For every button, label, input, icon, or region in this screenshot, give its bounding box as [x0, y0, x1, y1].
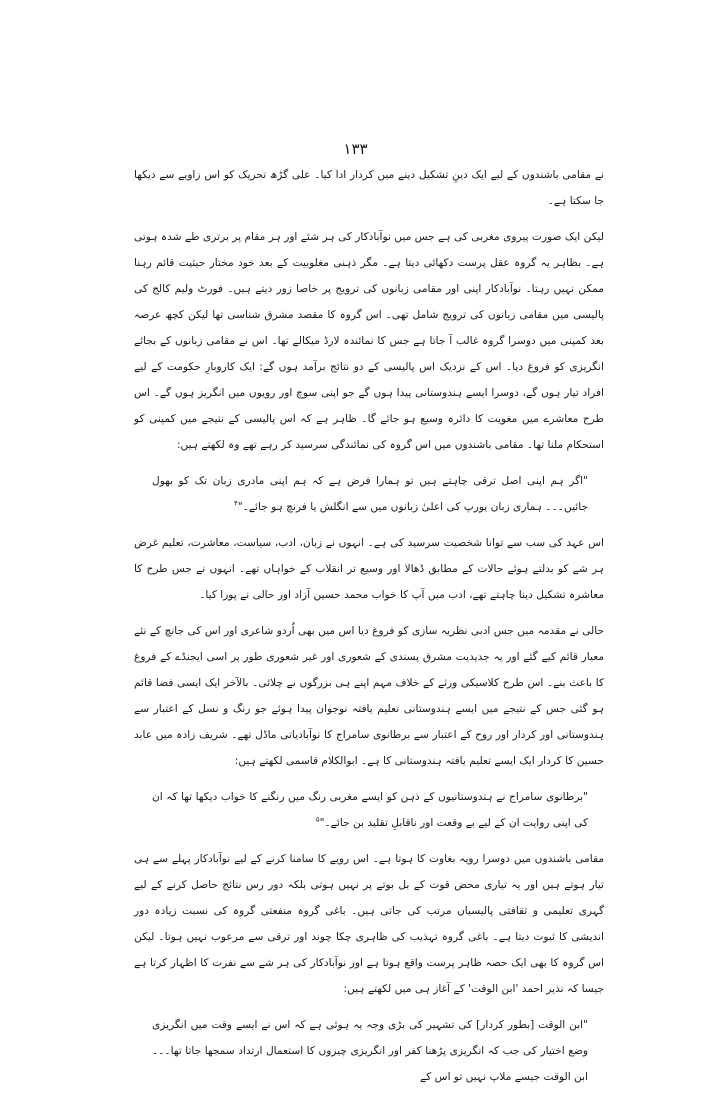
paragraph-3: اس عہد کی سب سے توانا شخصیت سرسید کی ہے۔ انہوں نے زبان، ادب، سیاست، معاشرت، تعلیم غرض ہر شے کو بدلتے ہوئے حالات کے مطابق ڈھالا اور وسیع تر انقلاب کے خواہاں تھے۔ انہوں نے جس طرح کا معاشرہ تشکیل دینا چاہتے تھے، ادب میں آپ کا خواب محمد حسین آزاد اور حالی نے پورا کیا۔ — [134, 537, 604, 601]
footnote-ref: ۴ — [233, 499, 238, 508]
paragraph-5: مقامی باشندوں میں دوسرا رویہ بغاوت کا ہوتا ہے۔ اس رویے کا سامنا کرنے کے لیے نوآبادکار پہلے سے ہی تیار ہوتے ہیں اور یہ تیاری محض قوت کے بل بوتے پر نہیں ہوتی بلکہ دور رس نتائج حاصل کرنے کے لیے گہری تعلیمی و ثقافتی پالیسیاں مرتب کی جاتی ہیں۔ باغی گروہ منفعتی گروہ کی نسبت زیادہ دور اندیشی کا ثبوت دیتا ہے۔ باغی گروہ تہذیب کی ظاہری چکا چوند اور ترقی سے مرعوب نہیں ہوتا۔ لیکن اس گروہ کا بھی ایک حصہ ظاہر پرست واقع ہوتا ہے اور نوآبادکار کی ہر شے سے نفرت کا اظہار کرتا ہے جیسا کہ نذیر احمد 'ابن الوقت' کے آغاز ہی میں لکھتے ہیں: — [134, 853, 604, 995]
page-number: ۱۳۳ — [343, 140, 368, 158]
paragraph-4: حالی نے مقدمہ میں جس ادبی نظریہ سازی کو فروغ دیا اس میں بھی اُردو شاعری اور اس کی جانچ کے نئے معیار قائم کیے گئے اور یہ جدیدیت مشرق پسندی کے شعوری اور غیر شعوری طور پر اسی ایجنڈے کے فروغ کا باعث بنے۔ اس طرح کلاسیکی ورثے کے خلاف مہم اپنے ہی بزرگوں نے چلائی۔ بالآخر ایک ایسی فضا قائم ہو گئی جس کے نتیجے میں ایسے ہندوستانی تعلیم یافتہ نوجوان پیدا ہوئے جو رنگ و نسل کے اعتبار سے ہندوستانی اور کردار اور روح کے اعتبار سے برطانوی سامراج کا نوآبادیاتی ماڈل تھے۔ شریف زادہ میں عابد حسین کا کردار ایک ایسے تعلیم یافتہ ہندوستانی کا ہے۔ ابوالکلام قاسمی لکھتے ہیں: — [134, 625, 604, 767]
footnote-ref: ۵ — [315, 815, 320, 824]
quote-text: "اگر ہم اپنی اصل ترقی چاہتے ہیں تو ہمارا فرض ہے کہ ہم اپنی مادری زبان تک کو بھول جائیں۔۔۔ ہماری زبان یورپ کی اعلیٰ زبانوں میں سے انگلش یا فرنچ ہو جائے۔" — [152, 475, 588, 513]
paragraph-1: نے مقامی باشندوں کے لیے ایک دینِ تشکیل دینے میں کردار ادا کیا۔ علی گڑھ تحریک کو اس زاویے سے دیکھا جا سکتا ہے۔ — [134, 169, 604, 207]
paragraph-2: لیکن ایک صورت پیروی مغربی کی ہے جس میں نوآبادکار کی ہر شئے اور ہر مقام پر برتری طے شدہ ہوتی ہے۔ بظاہر یہ گروہ عقل پرست دکھائی دیتا ہے۔ مگر ذہنی مغلوبیت کے بعد خود مختار حیثیت قائم رہنا ممکن نہیں رہتا۔ نوآبادکار اپنی اور مقامی زبانوں کی ترویج پر خاصا زور دیتے ہیں۔ فورٹ ولیم کالج کی پالیسی میں مقامی زبانوں کی ترویج شامل تھی۔ اس گروہ کا مقصد مشرق شناسی تھا لیکن کچھ عرصہ بعد کمپنی میں دوسرا گروہ غالب آ جاتا ہے جس کا نمائندہ لارڈ میکالے تھا۔ اس نے مقامی زبانوں کے بجائے انگریزی کو فروغ دیا۔ اس کے نزدیک اس پالیسی کے دو نتائج برآمد ہوں گے: ایک کاروبارِ حکومت کے لیے افراد تیار ہوں گے، دوسرا ایسے ہندوستانی پیدا ہوں گے جو اپنی سوچ اور رویوں میں انگریز ہوں گے۔ اس طرح معاشرے میں مغویت کا دائرہ وسیع ہو جائے گا۔ ظاہر ہے کہ اس پالیسی کے نتیجے میں کمپنی کو استحکام ملنا تھا۔ مقامی باشندوں میں اس گروہ کی نمائندگی سرسید کر رہے تھے وہ لکھتے ہیں: — [134, 231, 604, 451]
block-quote-2 — [134, 784, 604, 836]
quote-text: "برطانوی سامراج نے ہندوستانیوں کے ذہن کو ایسے مغربی رنگ میں رنگنے کا خواب دیکھا تھا کہ ان کی اپنی روایت ان کے لیے بے وقعت اور ناقابلِ تقلید بن جائے۔" — [152, 791, 588, 829]
block-quote-3: "ابن الوقت [بطور کردار] کی تشہیر کی بڑی وجہ یہ ہوئی ہے کہ اس نے ایسے وقت میں انگریزی وضع اختیار کی جب کہ انگریزی پڑھنا کفر اور انگریزی چیزوں کا استعمال ارتداد سمجھا جاتا تھا۔۔۔ ابن الوقت جیسے ملاپ نہیں تو اس کے — [152, 1019, 588, 1083]
block-quote-1 — [134, 468, 604, 520]
page-body — [134, 162, 604, 1100]
